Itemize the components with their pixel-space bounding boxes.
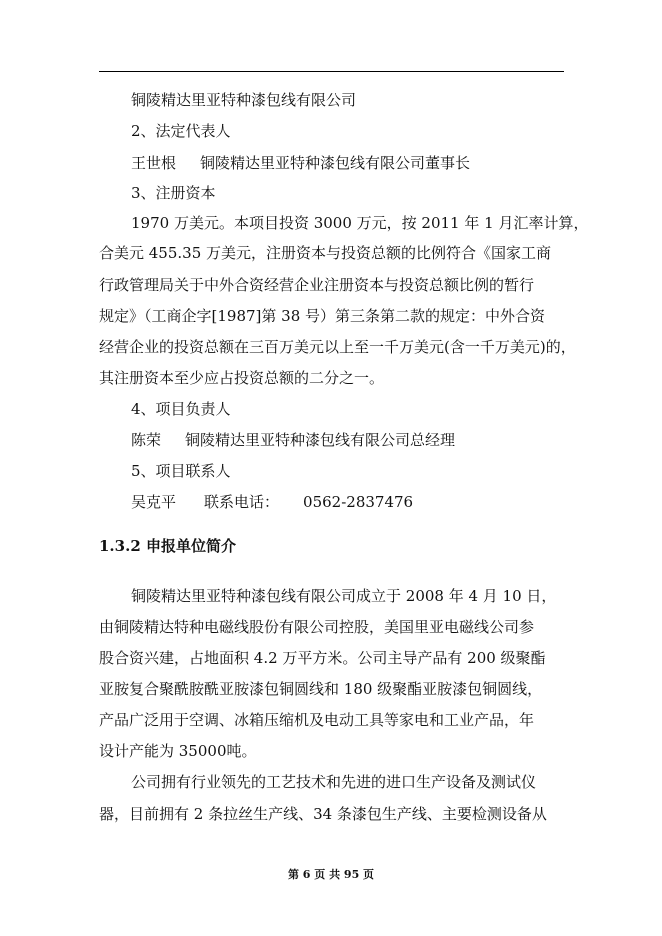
project-lead-line: [131, 430, 455, 450]
capital-line: 经营企业的投资总额在三百万美元以上至一千万美元(含一千万美元)的，: [99, 338, 576, 356]
capital-line: 合美元 455.35 万美元，注册资本与投资总额的比例符合《国家工商: [99, 244, 552, 262]
intro-line: 铜陵精达里亚特种漆包线有限公司成立于 2008 年 4 月 10 日，: [131, 587, 557, 605]
capital-line: 行政管理局关于中外合资经营企业注册资本与投资总额比例的暂行: [99, 276, 535, 294]
legal-rep-line: [131, 153, 470, 173]
header-rule: [99, 71, 564, 72]
company-name: 铜陵精达里亚特种漆包线有限公司: [131, 91, 357, 109]
capital-line: 其注册资本至少应占投资总额的二分之一。: [99, 369, 385, 387]
contact-phone-label: 联系电话：: [204, 493, 280, 511]
intro-line: 股合资兴建，占地面积 4.2 万平方米。公司主导产品有 200 级聚酯: [99, 649, 546, 667]
contact-name: 吴克平: [131, 493, 177, 511]
page-number: 第 6 页 共 95 页: [287, 868, 375, 881]
intro-line: 产品广泛用于空调、冰箱压缩机及电动工具等家电和工业产品，年: [99, 711, 535, 729]
project-lead-name: 陈荣: [131, 431, 162, 449]
intro-line: 亚胺复合聚酰胺酰亚胺漆包铜圆线和 180 级聚酯亚胺漆包铜圆线，: [99, 680, 543, 698]
contact-line: [131, 492, 413, 512]
intro-line: 由铜陵精达特种电磁线股份有限公司控股，美国里亚电磁线公司参: [99, 618, 535, 636]
item-capital-heading: 3、注册资本: [131, 184, 216, 202]
item-legal-rep-heading: 2、法定代表人: [131, 122, 231, 140]
legal-rep-name: 王世根: [131, 154, 177, 172]
legal-rep-role: 铜陵精达里亚特种漆包线有限公司董事长: [200, 154, 471, 172]
item-contact-heading: 5、项目联系人: [131, 462, 231, 480]
item-project-lead-heading: 4、项目负责人: [131, 400, 231, 418]
intro-line: 设计产能为 35000吨。: [99, 742, 257, 760]
project-lead-role: 铜陵精达里亚特种漆包线有限公司总经理: [185, 431, 456, 449]
section-heading: 1.3.2 申报单位简介: [99, 537, 236, 555]
contact-phone: 0562-2837476: [303, 493, 414, 511]
equipment-line: 公司拥有行业领先的工艺技术和先进的进口生产设备及测试仪: [131, 773, 537, 791]
capital-line: 规定》（工商企字[1987]第 38 号）第三条第二款的规定：中外合资: [99, 307, 546, 325]
capital-line: 1970 万美元。本项目投资 3000 万元，按 2011 年 1 月汇率计算，: [131, 214, 589, 232]
equipment-line: 器，目前拥有 2 条拉丝生产线、34 条漆包生产线、主要检测设备从: [99, 805, 547, 823]
